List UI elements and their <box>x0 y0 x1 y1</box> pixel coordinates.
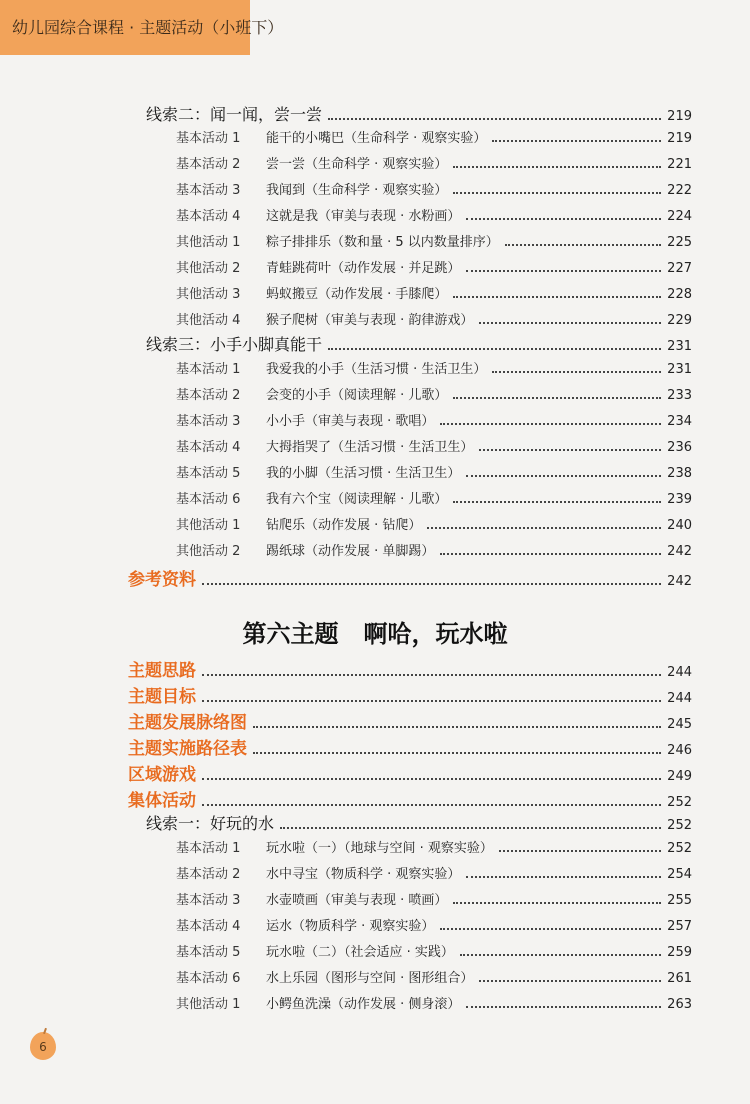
toc-section: 集体活动 252 <box>128 791 692 811</box>
toc-activity: 基本活动 4 这就是我（审美与表现 · 水粉画） 224 <box>176 209 692 224</box>
toc-activity: 基本活动 3 水壶喷画（审美与表现 · 喷画） 255 <box>176 893 692 908</box>
toc-activity: 其他活动 1 小鳄鱼洗澡（动作发展 · 侧身滚） 263 <box>176 997 692 1012</box>
toc-activity: 基本活动 1 玩水啦（一）（地球与空间 · 观察实验） 252 <box>176 841 692 856</box>
toc-activity: 其他活动 1 粽子排排乐（数和量 · 5 以内数量排序） 225 <box>176 235 692 250</box>
toc-clue-heading: 线索二：闻一闻，尝一尝 219 <box>146 105 692 124</box>
page-number-badge <box>30 1032 56 1060</box>
toc-activity: 基本活动 1 能干的小嘴巴（生命科学 · 观察实验） 219 <box>176 131 692 146</box>
toc-activity: 基本活动 6 水上乐园（图形与空间 · 图形组合） 261 <box>176 971 692 986</box>
toc-activity: 基本活动 4 运水（物质科学 · 观察实验） 257 <box>176 919 692 934</box>
toc-activity: 基本活动 5 玩水啦（二）（社会适应 · 实践） 259 <box>176 945 692 960</box>
toc-activity: 基本活动 3 小小手（审美与表现 · 歌唱） 234 <box>176 414 692 429</box>
toc-activity: 其他活动 2 青蛙跳荷叶（动作发展 · 并足跳） 227 <box>176 261 692 276</box>
toc-activity: 基本活动 3 我闻到（生命科学 · 观察实验） 222 <box>176 183 692 198</box>
toc-section: 主题实施路径表 246 <box>128 739 692 759</box>
running-header: 幼儿园综合课程 · 主题活动（小班下） <box>0 0 250 55</box>
toc-clue-heading: 线索一：好玩的水 252 <box>146 814 692 833</box>
toc-activity: 基本活动 4 大拇指哭了（生活习惯 · 生活卫生） 236 <box>176 440 692 455</box>
chapter-heading: 第六主题 啊哈，玩水啦 <box>242 619 508 648</box>
toc-activity: 基本活动 5 我的小脚（生活习惯 · 生活卫生） 238 <box>176 466 692 481</box>
toc-clue-heading: 线索三：小手小脚真能干 231 <box>146 335 692 354</box>
apple-stem-icon <box>43 1028 47 1034</box>
toc-section-references: 参考资料 242 <box>128 570 692 590</box>
toc-activity: 其他活动 1 钻爬乐（动作发展 · 钻爬） 240 <box>176 518 692 533</box>
page-number: 6 <box>39 1040 47 1054</box>
toc-activity: 基本活动 6 我有六个宝（阅读理解 · 儿歌） 239 <box>176 492 692 507</box>
toc-section: 主题发展脉络图 245 <box>128 713 692 733</box>
toc-activity: 基本活动 2 水中寻宝（物质科学 · 观察实验） 254 <box>176 867 692 882</box>
toc-activity: 基本活动 2 尝一尝（生命科学 · 观察实验） 221 <box>176 157 692 172</box>
toc-activity: 基本活动 2 会变的小手（阅读理解 · 儿歌） 233 <box>176 388 692 403</box>
toc-activity: 基本活动 1 我爱我的小手（生活习惯 · 生活卫生） 231 <box>176 362 692 377</box>
toc-section: 主题目标 244 <box>128 687 692 707</box>
toc-activity: 其他活动 2 踢纸球（动作发展 · 单脚踢） 242 <box>176 544 692 559</box>
toc-activity: 其他活动 4 猴子爬树（审美与表现 · 韵律游戏） 229 <box>176 313 692 328</box>
toc-activity: 其他活动 3 蚂蚁搬豆（动作发展 · 手膝爬） 228 <box>176 287 692 302</box>
toc-section: 区域游戏 249 <box>128 765 692 785</box>
toc-section: 主题思路 244 <box>128 661 692 681</box>
